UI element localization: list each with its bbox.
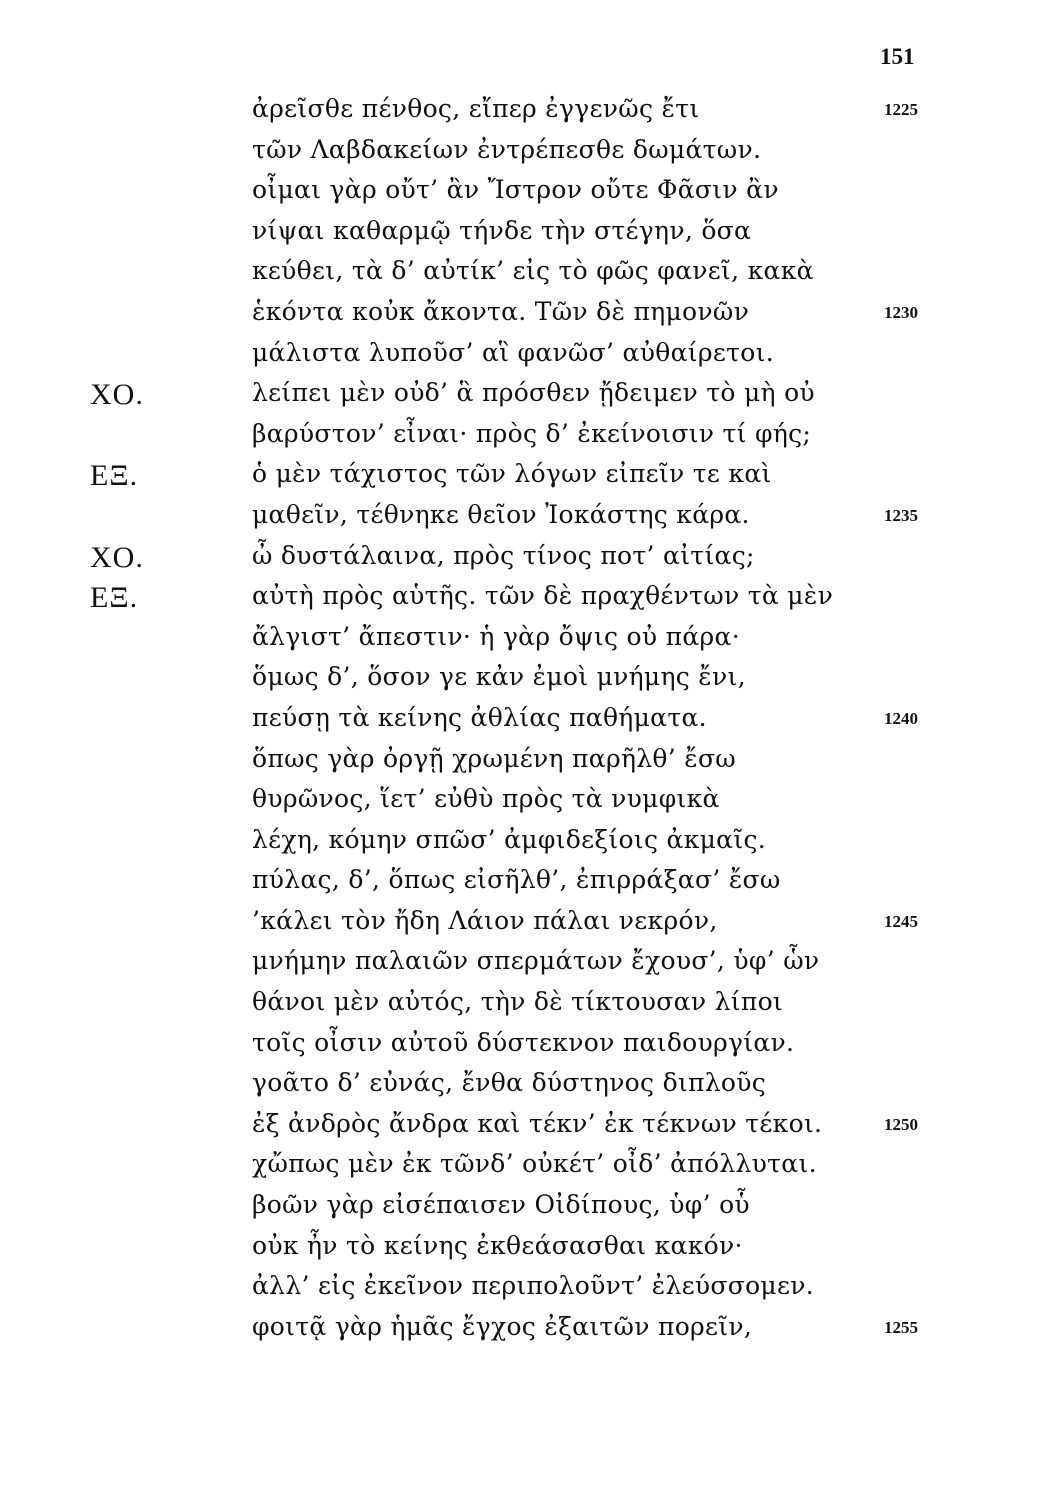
verse-line — [0, 254, 1064, 295]
verse-text: μάλιστα λυποῦσ’ αἳ φανῶσ’ αὐθαίρετοι. — [252, 337, 774, 367]
verse-line — [0, 1269, 1064, 1310]
verse-text: λέχη, κόμην σπῶσ’ ἀμφιδεξίοις ἀκμαῖς. — [252, 824, 767, 854]
verse-text: βαρύστον’ εἶναι· πρὸς δ’ ἐκείνοισιν τί φής; — [252, 418, 812, 448]
verse-line — [0, 1310, 1064, 1351]
verse-line — [0, 498, 1064, 539]
line-number: 1230 — [884, 302, 918, 322]
verse-line — [0, 214, 1064, 255]
verse-text: ’κάλει τὸν ἤδη Λάιον πάλαι νεκρόν, — [252, 905, 718, 935]
speaker-label: ΕΞ. — [90, 581, 139, 615]
verse-text: ὅπως γὰρ ὀργῇ χρωμένη παρῆλθ’ ἔσω — [252, 743, 736, 773]
line-number: 1235 — [884, 505, 918, 525]
verse-text: ἑκόντα κοὐκ ἄκοντα. Τῶν δὲ πημονῶν — [252, 296, 750, 326]
verse-line — [0, 579, 1064, 620]
verse-text: μνήμην παλαιῶν σπερμάτων ἔχουσ’, ὑφ’ ὧν — [252, 946, 820, 976]
page-number: 151 — [880, 44, 915, 69]
line-number: 1225 — [884, 100, 918, 119]
verse-text: γοᾶτο δ’ εὐνάς, ἔνθα δύστηνος διπλοῦς — [252, 1068, 767, 1098]
verse-line — [0, 863, 1064, 904]
verse-text: χὤπως μὲν ἐκ τῶνδ’ οὐκέτ’ οἶδ’ ἀπόλλυται. — [252, 1149, 817, 1179]
verse-text: τῶν Λαβδακείων ἐντρέπεσθε δωμάτων. — [252, 134, 762, 164]
verse-line — [0, 1229, 1064, 1270]
verse-line — [0, 823, 1064, 864]
line-number: 1255 — [884, 1317, 918, 1337]
verse-text: πύλας, δ’, ὅπως εἰσῆλθ’, ἐπιρράξασ’ ἔσω — [252, 865, 781, 895]
verse-text: θάνοι μὲν αὐτός, τὴν δὲ τίκτουσαν λίποι — [252, 987, 784, 1017]
verse-lines — [0, 92, 1064, 1350]
verse-text: φοιτᾷ γὰρ ἡμᾶς ἔγχος ἐξαιτῶν πορεῖν, — [252, 1311, 753, 1341]
verse-text: ἐξ ἀνδρὸς ἄνδρα καὶ τέκν’ ἐκ τέκνων τέκοι. — [252, 1108, 823, 1138]
verse-text: πεύσῃ τὰ κείνης ἀθλίας παθήματα. — [252, 702, 707, 732]
line-number: 1245 — [884, 911, 918, 931]
verse-line — [0, 1026, 1064, 1067]
verse-text: λείπει μὲν οὐδ’ ἃ πρόσθεν ᾔδειμεν τὸ μὴ οὐ — [252, 378, 815, 408]
verse-line — [0, 782, 1064, 823]
verse-text: ἀρεῖσθε πένθος, εἴπερ ἐγγενῶς ἔτι — [252, 94, 700, 123]
verse-line — [0, 660, 1064, 701]
verse-line — [0, 457, 1064, 498]
verse-text: κεύθει, τὰ δ’ αὐτίκ’ εἰς τὸ φῶς φανεῖ, κακὰ — [252, 256, 814, 286]
verse-text: ὅμως δ’, ὅσον γε κἀν ἐμοὶ μνήμης ἔνι, — [252, 662, 746, 692]
verse-line — [0, 539, 1064, 580]
verse-line — [0, 92, 1064, 133]
verse-line — [0, 133, 1064, 174]
verse-line — [0, 1147, 1064, 1188]
verse-text: οὐκ ἦν τὸ κείνης ἐκθεάσασθαι κακόν· — [252, 1230, 743, 1260]
verse-line — [0, 904, 1064, 945]
verse-line — [0, 1107, 1064, 1148]
verse-line — [0, 944, 1064, 985]
verse-text: οἶμαι γὰρ οὔτ’ ἂν Ἴστρον οὔτε Φᾶσιν ἂν — [252, 175, 779, 205]
verse-line — [0, 620, 1064, 661]
line-number: 1240 — [884, 708, 918, 728]
verse-text: μαθεῖν, τέθνηκε θεῖον Ἰοκάστης κάρα. — [252, 499, 750, 529]
verse-line — [0, 376, 1064, 417]
verse-text: θυρῶνος, ἵετ’ εὐθὺ πρὸς τὰ νυμφικὰ — [252, 784, 720, 814]
verse-line — [0, 1188, 1064, 1229]
verse-text: νίψαι καθαρμῷ τήνδε τὴν στέγην, ὅσα — [252, 215, 752, 245]
speaker-label: ΕΞ. — [90, 459, 139, 493]
line-number: 1250 — [884, 1114, 918, 1134]
verse-text: βοῶν γὰρ εἰσέπαισεν Οἰδίπους, ὑφ’ οὗ — [252, 1190, 750, 1220]
verse-line — [0, 985, 1064, 1026]
verse-text: ἄλγιστ’ ἄπεστιν· ἡ γὰρ ὄψις οὐ πάρα· — [252, 621, 740, 651]
verse-line — [0, 336, 1064, 377]
verse-text: ἀλλ’ εἰς ἐκεῖνον περιπολοῦντ’ ἐλεύσσομεν. — [252, 1271, 814, 1301]
verse-text: τοῖς οἶσιν αὐτοῦ δύστεκνον παιδουργίαν. — [252, 1027, 795, 1057]
verse-line — [0, 701, 1064, 742]
verse-line — [0, 1066, 1064, 1107]
verse-line — [0, 742, 1064, 783]
verse-line — [0, 295, 1064, 336]
verse-line — [0, 417, 1064, 458]
verse-text: ὦ δυστάλαινα, πρὸς τίνος ποτ’ αἰτίας; — [252, 540, 755, 570]
speaker-label: ΧΟ. — [90, 540, 144, 574]
speaker-label: ΧΟ. — [90, 378, 144, 412]
verse-text: αὐτὴ πρὸς αὑτῆς. τῶν δὲ πραχθέντων τὰ μὲν — [252, 581, 834, 611]
verse-text: ὁ μὲν τάχιστος τῶν λόγων εἰπεῖν τε καὶ — [252, 459, 772, 489]
verse-line — [0, 173, 1064, 214]
